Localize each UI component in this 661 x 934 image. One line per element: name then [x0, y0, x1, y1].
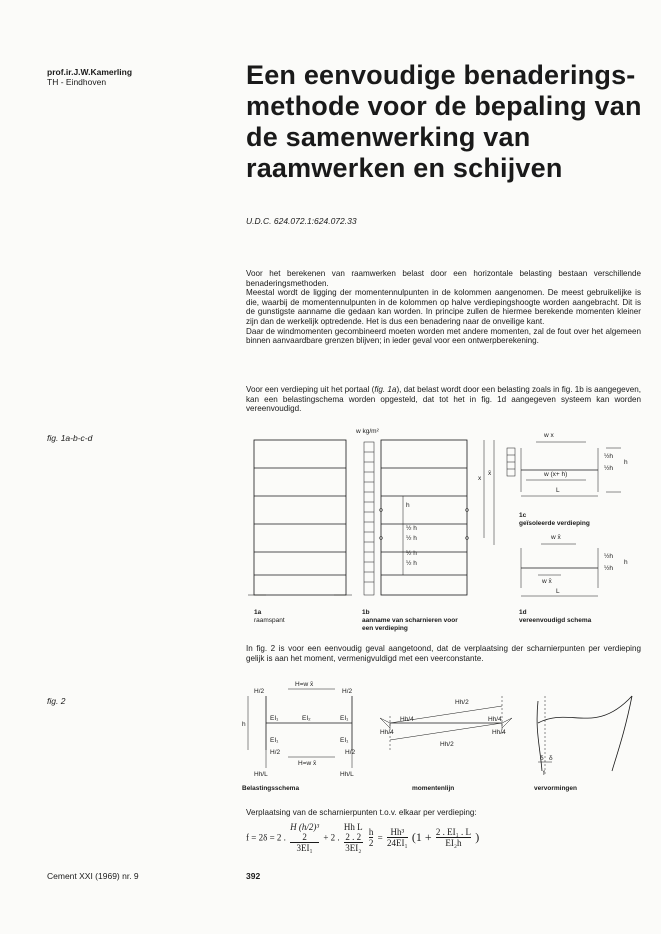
fig2-hh4-bottom-left: Hh/4 [380, 729, 394, 736]
fig1c-wx: w x [544, 432, 554, 439]
fig1a-num: 1a [254, 609, 262, 616]
fig2-delta-2: δ [549, 755, 553, 762]
fig2-h: h [242, 721, 246, 728]
fig2-deformation [537, 696, 632, 776]
fig2-force-bottom: H=w x̄ [298, 760, 317, 767]
formula-term2b [369, 827, 374, 848]
side-ref-fig2: fig. 2 [47, 696, 66, 706]
fig1d-L: L [556, 588, 560, 595]
fig2-force-top: H=w x̄ [295, 681, 314, 688]
author-affiliation: TH - Eindhoven [47, 77, 107, 87]
fig2-ei1-tl: EI₁ [270, 715, 279, 722]
paragraph-intro: Voor het berekenen van raamwerken belast door een horizontale belasting bestaan verschillende benaderingsmethoden. Meestal wordt de ligging der momentennulpunten in de kolommen aangenomen. De meest gebruikelijke is die, waarbij de momentennulpunten in de kolommen op halve verdiepingshoogte worden aangebracht. Dit is de gunstigste aanname die gedaan kan worden. In principe zullen de hiermee berekende momenten kleiner zijn dan de werkelijk optredende. Het is dus een benadering naar de onveilige kant. Daar de windmomenten gecombineerd moeten worden met andere momenten, zal de fout over het algemeen binnen aanvaardbare grenzen blijven; in ieder geval voor een ontwerpberekening. [246, 269, 641, 346]
udc-code: U.D.C. 624.072.1:624.072.33 [246, 216, 357, 226]
fig1c-num: 1c [519, 512, 527, 519]
fig2-ei2: EI₂ [302, 715, 311, 722]
fig1b-x: x [478, 475, 482, 482]
footer-journal: Cement XXI (1969) nr. 9 [47, 871, 139, 881]
fig1d-wxbar-bottom: w x̄ [542, 578, 552, 585]
fig2-h-half-tr: H/2 [342, 688, 353, 695]
fig1b-num: 1b [362, 609, 370, 616]
author-block [47, 67, 132, 87]
paragraph-fig1-b: ), dat belast wordt door een belasting zoals in fig. 1b is aangegeven, kan een belastingschema worden opgesteld, dat tot het in fig. 1d aangegeven systeem kan worden vereenvoudigd. [246, 385, 641, 414]
fig2-f: f [543, 770, 545, 777]
formula-term2-num-b: 2 . 2 [345, 832, 362, 842]
formula-term2b-den: 2 [368, 838, 374, 848]
fig1c-wxh: w (x+ h) [544, 471, 568, 478]
side-ref-fig1: fig. 1a-b-c-d [47, 433, 93, 443]
fig1b-xbar: x̄ [488, 470, 492, 477]
fig1d-wxbar-top: w x̄ [551, 534, 561, 541]
fig1b-half-h-2: ½ h [406, 535, 417, 542]
fig1b-caption-1: aanname van scharnieren voor [362, 617, 458, 624]
formula-term1-h: (h/2)³ [298, 822, 320, 832]
formula-term3-den: 24EI₁ [387, 838, 408, 848]
formula-term4-num: 2 . EI₁ . L [435, 827, 472, 837]
formula-term1 [290, 822, 319, 853]
fig1a-frame [248, 440, 352, 595]
article-title: Een eenvoudige benaderings-methode voor de bepaling van de samenwerking van raamwerken en schijven [246, 60, 642, 183]
paragraph-fig1 [246, 385, 641, 414]
formula-term1-2: 2 [302, 832, 307, 842]
fig2-ei1-bl: EI₁ [270, 737, 279, 744]
fig2-ei1-br: EI₁ [340, 737, 349, 744]
paragraph-fig1-a: Voor een verdieping uit het portaal ( [246, 385, 375, 394]
formula-eq: = [377, 832, 383, 843]
formula-term1-den: 3EI₁ [290, 842, 319, 853]
fig2-ei1-tr: EI₁ [340, 715, 349, 722]
fig1b-caption-2: een verdieping [362, 625, 408, 632]
formula-term4-den: EI₂h [436, 837, 471, 848]
fig1b-load [364, 442, 374, 595]
fig1c-caption: geïsoleerde verdieping [519, 520, 590, 527]
fig2-hh4-top-right: Hh/4 [488, 716, 502, 723]
displacement-formula [246, 822, 641, 866]
paragraph-displacement: Verplaatsing van de scharnierpunten t.o.v. elkaar per verdieping: [246, 808, 477, 817]
formula-term2-den: 3EI₂ [345, 843, 362, 853]
fig1b-half-h-3: ½ h [406, 550, 417, 557]
fig2-caption-schema: Belastingsschema [242, 785, 300, 792]
formula-term4 [436, 827, 471, 848]
fig2-h-half-br: H/2 [345, 749, 356, 756]
fig1c-L: L [556, 487, 560, 494]
fig2-caption-moment: momentenlijn [412, 785, 455, 792]
fig1d-h: h [624, 559, 628, 566]
formula-paren-close: ) [475, 830, 480, 844]
fig2-hhl-right: Hh/L [340, 771, 354, 778]
fig2-hhl-left: Hh/L [254, 771, 268, 778]
formula-lhs: f = 2δ = 2 . [246, 832, 286, 843]
formula-term2 [344, 822, 363, 853]
figure-2 [240, 676, 645, 798]
formula-term3-num: Hh³ [390, 827, 405, 837]
fig2-hh4-top-left: Hh/4 [400, 716, 414, 723]
fig2-h-half-tl: H/2 [254, 688, 265, 695]
formula-term1-H: H [290, 822, 297, 832]
formula-plus: + 2 . [323, 832, 340, 843]
fig1a-caption: raamspant [254, 617, 285, 624]
formula-paren-open: (1 + [411, 830, 432, 844]
fig1b-h: h [406, 502, 410, 509]
fig1b-half-h-4: ½ h [406, 560, 417, 567]
fig2-hh2-bottom: Hh/2 [440, 741, 454, 748]
fig2-schema [248, 689, 352, 768]
author-name: prof.ir.J.W.Kamerling [47, 67, 133, 77]
fig2-hh4-bottom-right: Hh/4 [492, 729, 506, 736]
fig1b-frame [380, 440, 495, 595]
paragraph-fig1-ref: fig. 1a [374, 385, 397, 394]
fig1-load-label: w kg/m² [356, 428, 379, 435]
footer-page-number: 392 [246, 871, 261, 881]
fig2-hh2-top: Hh/2 [455, 699, 469, 706]
fig1d-half-h-1: ½h [604, 553, 614, 560]
formula-term3 [387, 827, 408, 848]
paragraph-fig2: In fig. 2 is voor een eenvoudig geval aangetoond, dat de verplaatsing der scharnierpunten per verdieping gelijk is aan het moment, vermenigvuldigd met een veerconstante. [246, 644, 641, 663]
figure-1 [246, 420, 646, 642]
formula-term2-num: Hh L [343, 822, 363, 832]
fig1c-half-h-2: ½h [604, 465, 614, 472]
fig2-delta-1: δ [540, 755, 544, 762]
fig1d-caption: vereenvoudigd schema [519, 617, 592, 624]
fig1b-half-h-1: ½ h [406, 525, 417, 532]
fig2-caption-vervorm: vervormingen [534, 785, 577, 792]
fig1c-h: h [624, 459, 628, 466]
fig2-h-half-bl: H/2 [270, 749, 281, 756]
formula-term2b-num: h [368, 827, 374, 837]
fig1d-half-h-2: ½h [604, 565, 614, 572]
fig1c-half-h-1: ½h [604, 453, 614, 460]
fig1d-num: 1d [519, 609, 527, 616]
